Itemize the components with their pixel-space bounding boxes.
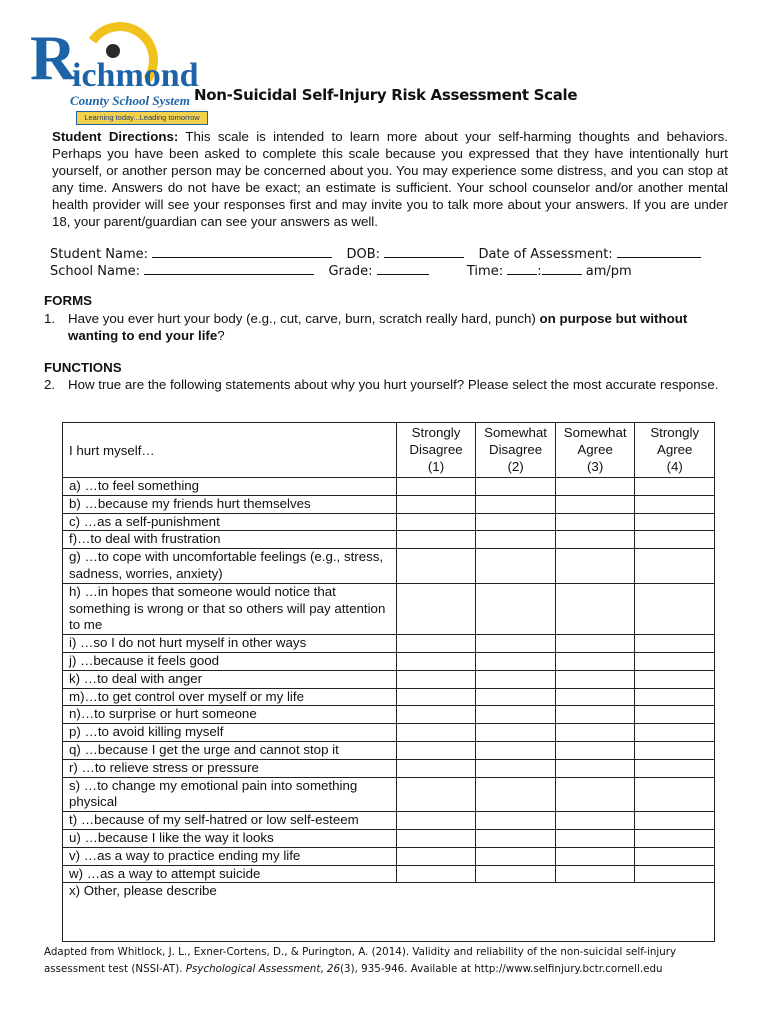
col-line: Disagree: [409, 441, 463, 457]
rating-cell[interactable]: [396, 513, 476, 531]
rating-cell[interactable]: [396, 865, 476, 883]
question-text-bold: on purpose but without wanting to end your life: [68, 311, 688, 343]
table-row: [63, 777, 715, 812]
citation-text: Adapted from Whitlock, J. L., Exner-Cortens, D., & Purington, A. (2014). Validity and reliability of the non-suicidal self-injury assessment test (NSSI-AT).: [44, 946, 677, 975]
rating-cell[interactable]: [555, 724, 635, 742]
directions-text: This scale is intended to learn more about your self-harming thoughts and behaviors. Perhaps you have been asked to complete this scale because you expressed that they have intentionally hurt yourself, or another person may be concerned about you. You may experience some distress, and you can stop at any time. Answers do not have be exact; an estimate is sufficient. Your school counselor and/or another mental health provider will see your responses first and may invite you to talk more about your answers. If you are under 18, your parent/guardian can see your answers as well.: [52, 129, 728, 229]
table-row: [63, 670, 715, 688]
question-text: [68, 310, 734, 344]
rating-cell[interactable]: [635, 549, 715, 584]
rating-cell[interactable]: [396, 688, 476, 706]
student-name-label: Student Name:: [50, 247, 149, 262]
col-line: Disagree: [488, 441, 543, 457]
rating-cell[interactable]: [555, 688, 635, 706]
rating-cell[interactable]: [555, 865, 635, 883]
table-row-other: [63, 883, 715, 942]
rating-cell[interactable]: [396, 759, 476, 777]
rating-cell[interactable]: [555, 706, 635, 724]
rating-cell[interactable]: [555, 829, 635, 847]
grade-field[interactable]: [377, 262, 429, 275]
col-line: Agree: [656, 441, 693, 457]
rating-cell[interactable]: [476, 759, 556, 777]
rating-cell[interactable]: [396, 583, 476, 634]
question-text-end: ?: [217, 328, 225, 343]
other-describe[interactable]: x) Other, please describe: [63, 883, 715, 942]
col-line: (1): [427, 458, 445, 474]
table-row: [63, 583, 715, 634]
rating-cell[interactable]: [476, 777, 556, 812]
table-row: [63, 847, 715, 865]
logo-letter: R: [30, 22, 77, 93]
rating-cell[interactable]: [396, 777, 476, 812]
rating-cell[interactable]: [396, 829, 476, 847]
statement-text: v) …as a way to practice ending my life: [63, 847, 397, 865]
statement-text: u) …because I like the way it looks: [63, 829, 397, 847]
col-line: (4): [666, 458, 683, 474]
rating-cell[interactable]: [635, 724, 715, 742]
table-row: [63, 759, 715, 777]
rating-cell[interactable]: [635, 741, 715, 759]
col-line: Somewhat: [563, 425, 627, 440]
rating-cell[interactable]: [476, 652, 556, 670]
table-row: [63, 635, 715, 653]
citation-journal: Psychological Assessment: [185, 963, 321, 975]
statement-text: q) …because I get the urge and cannot stop it: [63, 741, 397, 759]
column-somewhat-disagree: [476, 423, 556, 478]
rating-cell[interactable]: [476, 865, 556, 883]
rating-cell[interactable]: [635, 478, 715, 496]
student-name-field[interactable]: [152, 245, 332, 258]
rating-cell[interactable]: [476, 812, 556, 830]
statement-text: t) …because of my self-hatred or low self-esteem: [63, 812, 397, 830]
time-minute-field[interactable]: [542, 262, 582, 275]
column-strongly-disagree: [396, 423, 476, 478]
table-row: [63, 549, 715, 584]
rating-cell[interactable]: [555, 777, 635, 812]
rating-cell[interactable]: [476, 583, 556, 634]
rating-cell[interactable]: [396, 847, 476, 865]
table-row: [63, 829, 715, 847]
col-line: Agree: [577, 441, 613, 457]
dob-field[interactable]: [384, 245, 464, 258]
rating-cell[interactable]: [396, 531, 476, 549]
citation-volume: 26: [326, 963, 341, 975]
question-number: 1.: [44, 311, 56, 326]
rating-cell[interactable]: [396, 478, 476, 496]
rating-cell[interactable]: [555, 652, 635, 670]
table-row: [63, 688, 715, 706]
date-of-assessment-field[interactable]: [617, 245, 701, 258]
rating-cell[interactable]: [635, 865, 715, 883]
rating-cell[interactable]: [555, 847, 635, 865]
statement-text: h) …in hopes that someone would notice that something is wrong or that so others will pay attention to me: [63, 583, 397, 634]
rating-cell[interactable]: [476, 847, 556, 865]
rating-cell[interactable]: [476, 549, 556, 584]
statement-text: j) …because it feels good: [63, 652, 397, 670]
rating-cell[interactable]: [635, 583, 715, 634]
table-row: [63, 531, 715, 549]
rating-cell[interactable]: [555, 583, 635, 634]
logo-tagline: Learning today...Leading tomorrow: [76, 111, 208, 125]
citation-sep: ,: [320, 963, 327, 975]
col-line: Somewhat: [484, 425, 547, 440]
rating-cell[interactable]: [476, 829, 556, 847]
student-directions: [52, 128, 728, 230]
statement-text: m)…to get control over myself or my life: [63, 688, 397, 706]
rating-cell[interactable]: [555, 812, 635, 830]
question-text-plain: Have you ever hurt your body (e.g., cut, carve, burn, scratch really hard, punch): [68, 311, 540, 326]
school-name-field[interactable]: [144, 262, 314, 275]
functions-heading: FUNCTIONS: [44, 360, 122, 375]
statement-text: k) …to deal with anger: [63, 670, 397, 688]
rating-cell[interactable]: [635, 847, 715, 865]
statement-text: f)…to deal with frustration: [63, 531, 397, 549]
rating-cell[interactable]: [396, 741, 476, 759]
grade-label: Grade:: [328, 264, 373, 279]
rating-cell[interactable]: [635, 531, 715, 549]
page-title: Non-Suicidal Self-Injury Risk Assessment Scale: [194, 86, 578, 104]
rating-cell[interactable]: [635, 635, 715, 653]
citation-rest: (3), 935-946. Available at http://www.selfinjury.bctr.cornell.edu: [340, 963, 663, 975]
table-row: [63, 724, 715, 742]
statement-text: w) …as a way to attempt suicide: [63, 865, 397, 883]
rating-cell[interactable]: [476, 741, 556, 759]
table-body: [63, 478, 715, 942]
table-row: [63, 478, 715, 496]
forms-question: [44, 310, 734, 344]
rating-cell[interactable]: [555, 635, 635, 653]
table-row: [63, 865, 715, 883]
directions-label: Student Directions:: [52, 129, 179, 144]
time-hour-field[interactable]: [507, 262, 537, 275]
col-line: (3): [587, 458, 604, 474]
table-row: [63, 812, 715, 830]
statement-text: b) …because my friends hurt themselves: [63, 495, 397, 513]
rating-cell[interactable]: [635, 759, 715, 777]
statement-text: i) …so I do not hurt myself in other ways: [63, 635, 397, 653]
functions-question: [44, 376, 734, 393]
column-strongly-agree: [635, 423, 715, 478]
table-row: [63, 706, 715, 724]
rating-cell[interactable]: [635, 812, 715, 830]
logo-subtitle: County School System: [70, 93, 190, 108]
table-header: [63, 423, 715, 478]
rating-cell[interactable]: [635, 706, 715, 724]
question-text: How true are the following statements about why you hurt yourself? Please select the most accurate response.: [68, 377, 719, 392]
col-line: (2): [507, 458, 524, 474]
table-row: [63, 741, 715, 759]
graduate-icon: [106, 44, 120, 58]
time-separator: :: [537, 264, 542, 279]
rating-cell[interactable]: [555, 549, 635, 584]
rating-cell[interactable]: [635, 829, 715, 847]
rating-cell[interactable]: [555, 531, 635, 549]
logo-name: ichmond: [72, 57, 199, 94]
rating-cell[interactable]: [555, 495, 635, 513]
statement-text: c) …as a self-punishment: [63, 513, 397, 531]
rating-cell[interactable]: [396, 724, 476, 742]
col-line: Strongly: [411, 425, 461, 440]
rating-cell[interactable]: [635, 652, 715, 670]
rating-cell[interactable]: [476, 635, 556, 653]
rating-cell[interactable]: [476, 706, 556, 724]
rating-cell[interactable]: [476, 688, 556, 706]
statement-text: a) …to feel something: [63, 478, 397, 496]
school-name-label: School Name:: [50, 264, 141, 279]
rating-cell[interactable]: [396, 635, 476, 653]
response-table: [62, 422, 715, 942]
rating-cell[interactable]: [635, 495, 715, 513]
table-row: [63, 513, 715, 531]
date-of-assessment-label: Date of Assessment:: [478, 247, 613, 262]
rating-cell[interactable]: [635, 670, 715, 688]
statement-text: s) …to change my emotional pain into something physical: [63, 777, 397, 812]
statement-text: n)…to surprise or hurt someone: [63, 706, 397, 724]
rating-cell[interactable]: [396, 812, 476, 830]
rating-cell[interactable]: [635, 513, 715, 531]
rating-cell[interactable]: [555, 741, 635, 759]
rating-cell[interactable]: [396, 706, 476, 724]
question-number: 2.: [44, 377, 56, 392]
forms-heading: FORMS: [44, 293, 93, 308]
citation-footer: [44, 944, 734, 978]
ampm-label: am/pm: [585, 264, 632, 279]
column-somewhat-agree: [555, 423, 635, 478]
rating-cell[interactable]: [555, 513, 635, 531]
dob-label: DOB:: [346, 247, 381, 262]
rating-cell[interactable]: [476, 531, 556, 549]
column-lead: I hurt myself…: [63, 423, 397, 478]
rating-cell[interactable]: [555, 670, 635, 688]
table-row: [63, 495, 715, 513]
statement-text: p) …to avoid killing myself: [63, 724, 397, 742]
rating-cell[interactable]: [396, 549, 476, 584]
rating-cell[interactable]: [396, 652, 476, 670]
rating-cell[interactable]: [476, 724, 556, 742]
rating-cell[interactable]: [635, 688, 715, 706]
rating-cell[interactable]: [396, 670, 476, 688]
rating-cell[interactable]: [555, 478, 635, 496]
rating-cell[interactable]: [476, 495, 556, 513]
fields-row-2: [50, 262, 632, 280]
rating-cell[interactable]: [476, 513, 556, 531]
fields-row-1: [50, 245, 701, 263]
rating-cell[interactable]: [555, 759, 635, 777]
school-logo: [30, 22, 200, 122]
statement-text: r) …to relieve stress or pressure: [63, 759, 397, 777]
time-label: Time:: [466, 264, 504, 279]
rating-cell[interactable]: [396, 495, 476, 513]
rating-cell[interactable]: [476, 478, 556, 496]
rating-cell[interactable]: [635, 777, 715, 812]
rating-cell[interactable]: [476, 670, 556, 688]
col-line: Strongly: [650, 425, 700, 440]
table-row: [63, 652, 715, 670]
statement-text: g) …to cope with uncomfortable feelings (e.g., stress, sadness, worries, anxiety): [63, 549, 397, 584]
